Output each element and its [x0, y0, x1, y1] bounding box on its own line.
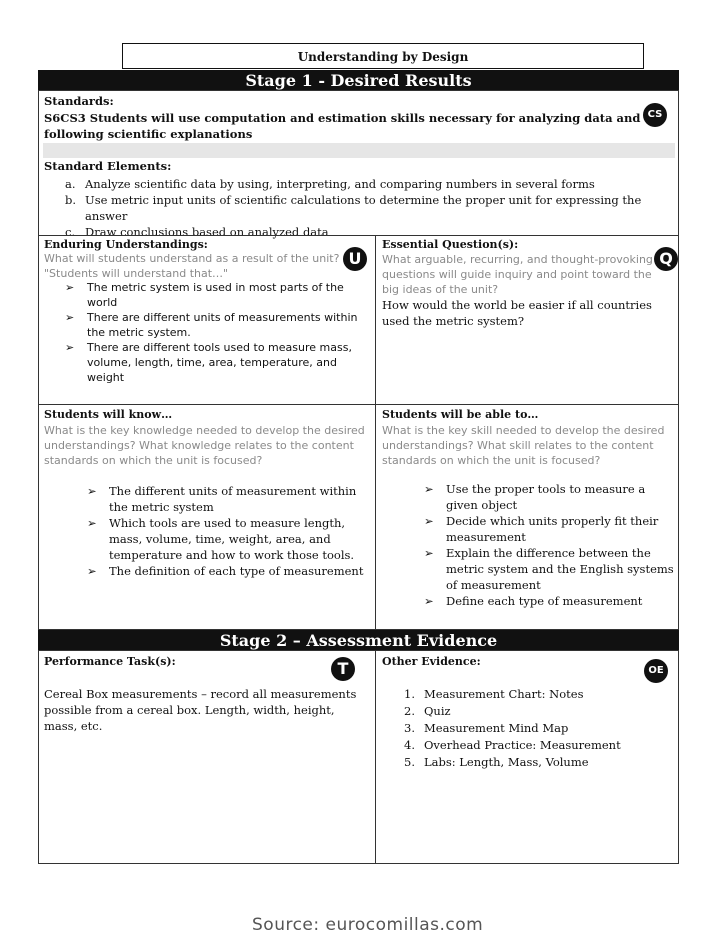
list-item: c. Draw conclusions based on analyzed data	[65, 225, 329, 239]
t-badge-icon: T	[331, 657, 355, 681]
list-item: ➢ Use the proper tools to measure a given object	[424, 481, 674, 513]
list-item: ➢ The definition of each type of measurement	[87, 563, 369, 579]
stage2-heading: Stage 2 – Assessment Evidence	[38, 630, 679, 650]
oe-badge-icon: OE	[644, 659, 668, 683]
students-able-to-label: Students will be able to…	[382, 408, 539, 421]
students-able-to-cell	[375, 404, 679, 630]
students-will-know-label: Students will know…	[44, 408, 173, 421]
other-evidence-label: Other Evidence:	[382, 655, 481, 668]
students-will-know-cell	[38, 404, 376, 630]
standard-elements-list	[65, 176, 675, 240]
performance-tasks-label: Performance Task(s):	[44, 655, 176, 668]
list-item: 5. Labs: Length, Mass, Volume	[404, 755, 589, 769]
know-prompt: What is the key knowledge needed to develop the desired understandings? What knowledge relates to the content standards on which the unit is focused?	[44, 424, 365, 467]
list-item: 2. Quiz	[404, 704, 451, 718]
list-item: ➢ Decide which units properly fit their measurement	[424, 513, 674, 545]
know-list	[87, 483, 369, 579]
list-item: ➢ There are different tools used to measure mass, volume, length, time, area, temperature, and weight	[65, 340, 365, 385]
list-item: b. Use metric input units of scientific calculations to determine the proper unit for expressing the answer	[65, 193, 642, 223]
essential-questions-cell	[375, 235, 679, 405]
list-item: 4. Overhead Practice: Measurement	[404, 738, 621, 752]
essential-questions-label: Essential Question(s):	[382, 238, 519, 251]
essential-prompt: What arguable, recurring, and thought-provoking questions will guide inquiry and point toward the big ideas of the unit?	[382, 253, 653, 296]
standards-cs-icon: CS	[643, 103, 667, 127]
enduring-list	[65, 280, 365, 385]
list-item: ➢ Define each type of measurement	[424, 593, 674, 609]
other-evidence-list	[404, 686, 664, 771]
enduring-prompt: What will students understand as a result of the unit? "Students will understand that…"	[44, 252, 340, 280]
performance-tasks-cell	[38, 650, 376, 864]
performance-task-text: Cereal Box measurements – record all measurements possible from a cereal box. Length, width, height, mass, etc.	[44, 687, 357, 733]
list-item: ➢ Explain the difference between the metric system and the English systems of measurement	[424, 545, 674, 593]
other-evidence-cell	[375, 650, 679, 864]
able-prompt: What is the key skill needed to develop the desired understandings? What skill relates to the content standards on which the unit is focused?	[382, 424, 665, 467]
standard-elements-label: Standard Elements:	[44, 159, 172, 173]
list-item: 3. Measurement Mind Map	[404, 721, 569, 735]
document-title: Understanding by Design	[122, 43, 644, 69]
shaded-divider	[43, 143, 675, 158]
enduring-understandings-label: Enduring Understandings:	[44, 238, 208, 251]
list-item: ➢ The different units of measurement within the metric system	[87, 483, 369, 515]
source-watermark: Source: eurocomillas.com	[252, 915, 484, 935]
enduring-understandings-cell	[38, 235, 376, 405]
essential-answer: How would the world be easier if all countries used the metric system?	[382, 298, 652, 328]
stage1-heading: Stage 1 - Desired Results	[38, 70, 679, 90]
list-item: ➢ Which tools are used to measure length, mass, volume, time, weight, area, and temperature and how to work those tools.	[87, 515, 369, 563]
standards-text: S6CS3 Students will use computation and estimation skills necessary for analyzing data and following scientific explanations	[44, 111, 641, 141]
q-badge-icon: Q	[654, 247, 678, 271]
u-badge-icon: U	[343, 247, 367, 271]
list-item: ➢ The metric system is used in most parts of the world	[65, 280, 365, 310]
list-item: a. Analyze scientific data by using, interpreting, and comparing numbers in several forms	[65, 177, 595, 191]
standards-section	[38, 90, 679, 239]
standards-label: Standards:	[44, 94, 114, 108]
list-item: ➢ There are different units of measurements within the metric system.	[65, 310, 365, 340]
able-list	[424, 481, 674, 609]
list-item: 1. Measurement Chart: Notes	[404, 687, 584, 701]
